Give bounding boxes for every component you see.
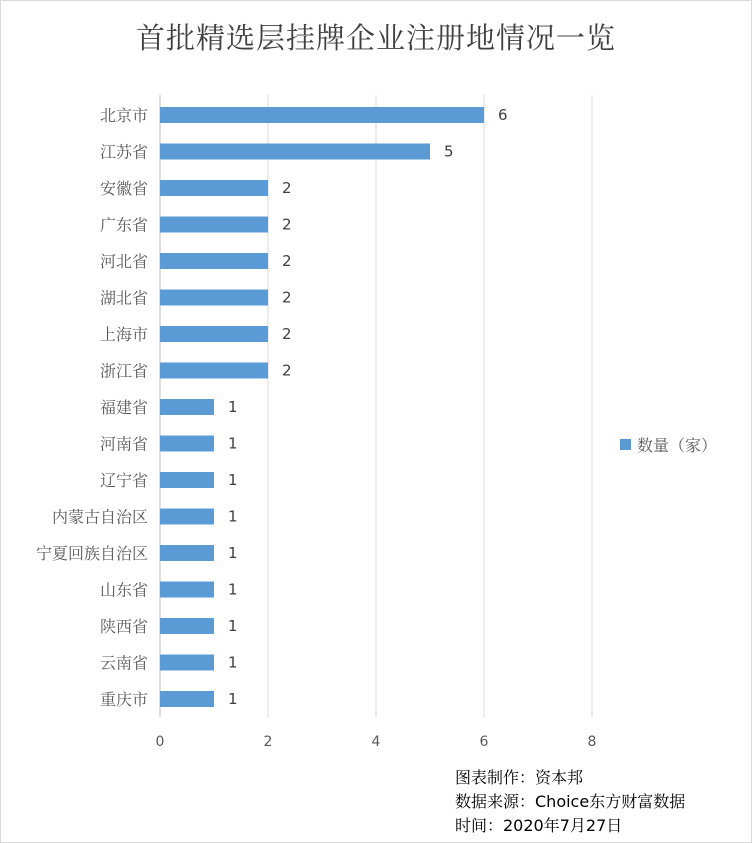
data-label: 1	[228, 653, 238, 672]
x-tick-label: 8	[587, 734, 597, 750]
data-label: 1	[228, 398, 238, 416]
bar	[160, 144, 430, 160]
category-label: 上海市	[99, 325, 148, 344]
data-label: 2	[282, 215, 292, 234]
category-label: 陕西省	[99, 617, 148, 636]
bar	[160, 691, 214, 707]
x-tick-label: 0	[155, 734, 165, 750]
data-label: 2	[282, 361, 292, 380]
category-label: 云南省	[99, 653, 148, 673]
data-label: 1	[228, 471, 238, 489]
category-label: 辽宁省	[99, 471, 148, 490]
bar	[160, 655, 214, 671]
footer-date: 时间：2020年7月27日	[455, 816, 623, 835]
category-label: 湖北省	[99, 288, 148, 308]
data-label: 1	[228, 580, 238, 599]
data-label: 5	[444, 142, 454, 161]
chart-footer	[455, 766, 685, 838]
bar	[160, 363, 268, 379]
legend-swatch	[620, 439, 631, 450]
data-label: 1	[228, 507, 238, 526]
data-label: 1	[228, 617, 238, 635]
category-label: 北京市	[99, 106, 148, 125]
x-tick-label: 6	[479, 734, 489, 750]
bar	[160, 399, 214, 415]
bar	[160, 618, 214, 634]
category-label: 福建省	[99, 398, 148, 417]
bar	[160, 326, 268, 342]
category-label: 河北省	[99, 252, 148, 271]
category-label: 重庆市	[99, 690, 148, 709]
data-label: 2	[282, 252, 292, 270]
data-label: 1	[228, 434, 238, 453]
category-label: 宁夏回族自治区	[35, 544, 148, 563]
x-tick-label: 4	[371, 734, 381, 750]
category-label: 内蒙古自治区	[51, 507, 148, 527]
bar	[160, 582, 214, 598]
data-label: 1	[228, 544, 238, 562]
bar	[160, 509, 214, 525]
category-label: 山东省	[99, 580, 148, 600]
data-label: 2	[282, 325, 292, 343]
category-label: 浙江省	[99, 361, 148, 381]
data-label: 6	[498, 106, 508, 124]
category-label: 安徽省	[99, 179, 148, 198]
category-label: 江苏省	[99, 142, 148, 162]
data-label: 1	[228, 690, 238, 708]
x-tick-label: 2	[263, 734, 273, 750]
bar	[160, 472, 214, 488]
footer-source: 数据来源：Choice东方财富数据	[455, 792, 686, 811]
bar	[160, 217, 268, 233]
legend-label: 数量（家）	[637, 436, 718, 455]
bar	[160, 107, 484, 123]
data-label: 2	[282, 179, 292, 197]
category-label: 河南省	[99, 434, 148, 454]
chart-title: 首批精选层挂牌企业注册地情况一览	[135, 21, 616, 55]
footer-credit: 图表制作：资本邦	[455, 768, 584, 787]
bar	[160, 180, 268, 196]
bar	[160, 253, 268, 269]
bar	[160, 545, 214, 561]
bar	[160, 290, 268, 306]
bar	[160, 436, 214, 452]
data-label: 2	[282, 288, 292, 307]
category-label: 广东省	[99, 215, 148, 235]
legend	[620, 433, 717, 456]
